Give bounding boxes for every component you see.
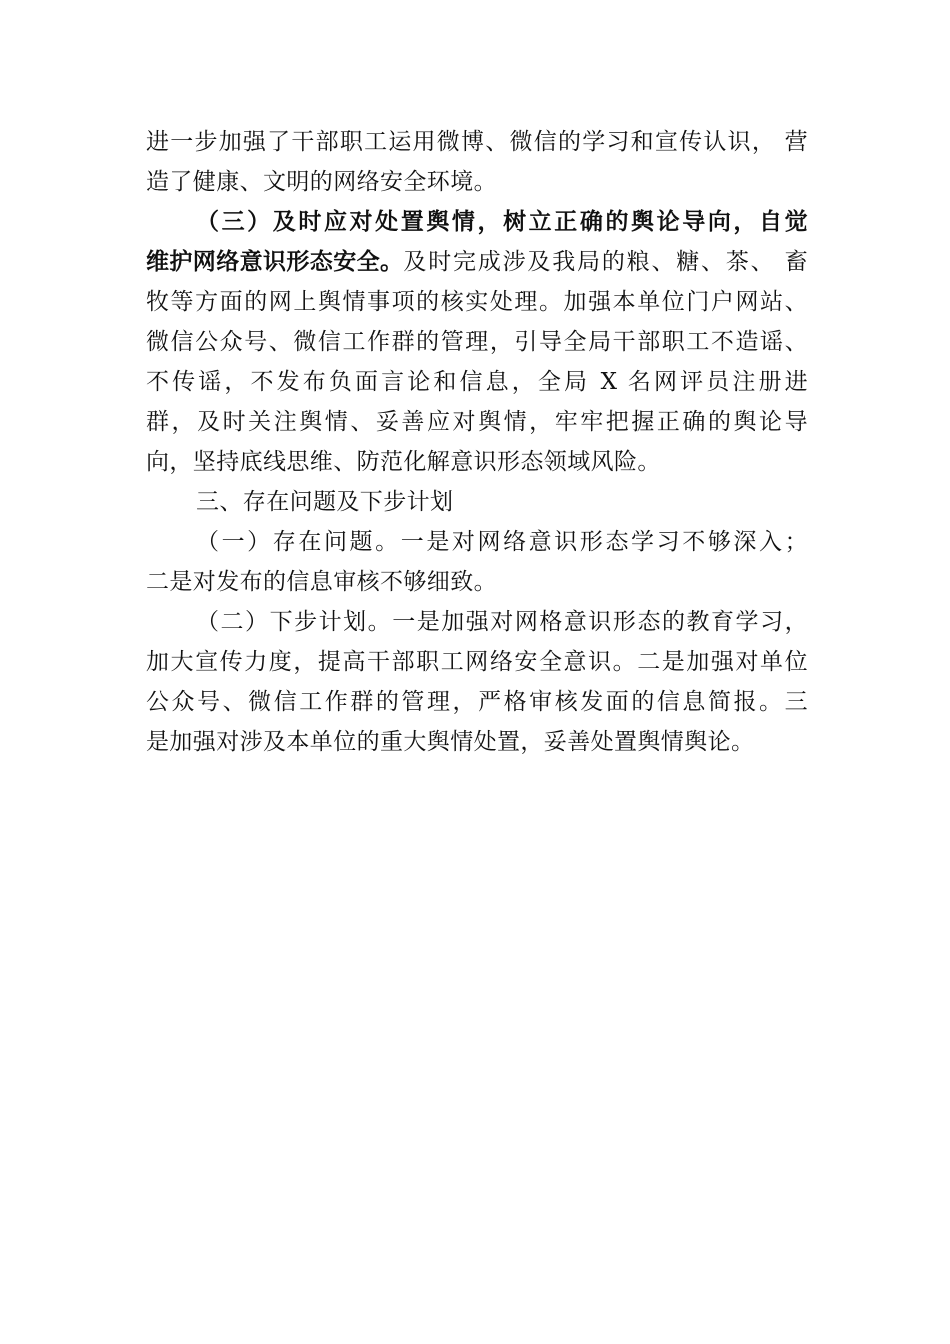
body-text-line: 造了健康、文明的网络安全环境。 — [146, 169, 497, 195]
body-text-line: 牧等方面的网上舆情事项的核实处理。加强本单位门户网站、 — [146, 289, 808, 315]
body-text-line: （一）存在问题。一是对网络意识形态学习不够深入； — [196, 529, 808, 555]
body-text-segment: 及时完成涉及我局的粮、糖、茶、 畜 — [403, 249, 808, 275]
body-text-line: 向，坚持底线思维、防范化解意识形态领域风险。 — [146, 449, 661, 475]
body-text-line: 是加强对涉及本单位的重大舆情处置，妥善处置舆情舆论。 — [146, 729, 755, 755]
body-text-line: 微信公众号、微信工作群的管理，引导全局干部职工不造谣、 — [146, 329, 808, 355]
body-text-line: （二）下步计划。一是加强对网格意识形态的教育学习， — [196, 609, 808, 635]
mixed-text-line — [146, 242, 808, 282]
body-text-line: 加大宣传力度，提高干部职工网络安全意识。二是加强对单位 — [146, 649, 808, 675]
body-text-line: 群，及时关注舆情、妥善应对舆情，牢牢把握正确的舆论导 — [146, 409, 808, 435]
section-3-heading-continuation: 维护网络意识形态安全。 — [146, 248, 404, 275]
body-text-line: 不传谣，不发布负面言论和信息，全局 X 名网评员注册进 — [146, 369, 808, 395]
body-text-line: 公众号、微信工作群的管理，严格审核发面的信息简报。三 — [146, 689, 808, 715]
body-text-line: 二是对发布的信息审核不够细致。 — [146, 569, 497, 595]
body-text-line: 进一步加强了干部职工运用微博、微信的学习和宣传认识， 营 — [146, 129, 808, 155]
section-3-heading-line: （三）及时应对处置舆情，树立正确的舆论导向，自觉 — [196, 208, 808, 235]
section-heading: 三、存在问题及下步计划 — [196, 489, 454, 515]
